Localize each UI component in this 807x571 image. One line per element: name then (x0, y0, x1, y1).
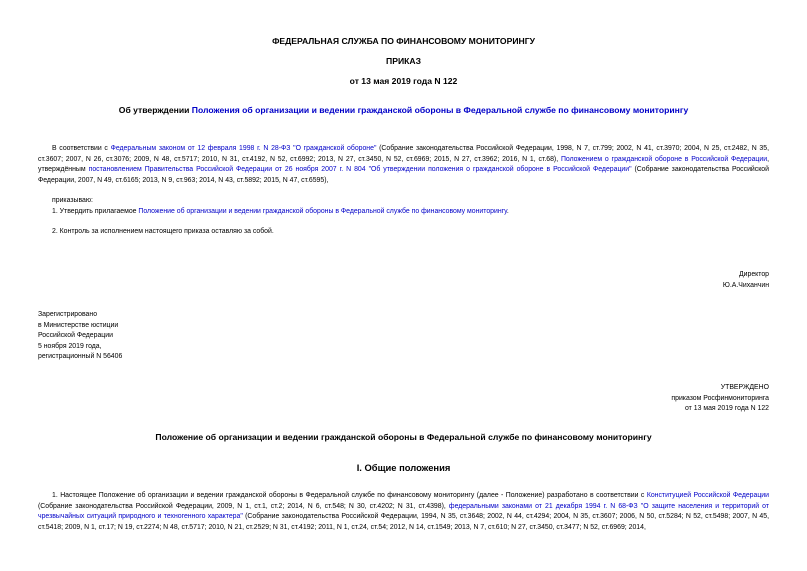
clause-1-text-1: 1. Настоящее Положение об организации и ведении гражданской обороны в Федеральной службе по финансовому мониторингу (далее - Положение) разработано в соответствии с (52, 492, 647, 499)
government-decree-804-link[interactable]: постановлением Правительства Российской Федерации от 26 ноября 2007 г. N 804 "Об утверждении положения о гражданской обороне в Российской Федерации" (88, 166, 632, 174)
order-item-1-text: 1. Утвердить прилагаемое (52, 208, 139, 215)
preamble-text-1: В соответствии с (52, 145, 111, 152)
approval-line-2: приказом Росфинмониторинга (671, 394, 769, 402)
document-type: ПРИКАЗ (386, 56, 421, 66)
registration-line-4: 5 ноября 2019 года, (38, 342, 102, 350)
clause-1-text-2: (Собрание законодательства Российской Федерации, 2009, N 1, ст.1, ст.2; 2014, N 6, ст.548; N 30, ст.4202; N 31, ст.4398), (38, 502, 449, 510)
order-verb: приказываю: (52, 197, 93, 204)
preamble-text-2: (Собрание законодательства Российской Федерации, 1998, N 7, ст.799; 2002, N 41, ст.3970; 2004, N 25, ст.2482, N 35, ст.3607; 2007, N 26, ст.3076; 2009, N 48, ст.5717; 2010, N 31, ст.4192, N 52, ст.6992; 2013, N 27, ст.3450, N 52, ст.6969; 2015, N 27, ст.3962; 2016, N 1, ст.68), (38, 145, 769, 163)
title-link[interactable]: Положения об организации и ведении гражданской обороны в Федеральной службе по финансовому мониторингу (191, 105, 689, 115)
law-68fz-link[interactable]: федеральными законами от 21 декабря 1994 г. N 68-ФЗ "О защите населения и территорий от чрезвычайных ситуаций природного и техногенного характера" (38, 502, 769, 521)
preamble-text-3: , утверждённым (38, 155, 769, 174)
title-prefix: Об утверждении (118, 105, 192, 115)
signatory-position: Директор (738, 271, 769, 278)
approved-regulation-link[interactable]: Положение об организации и ведении гражданской обороны в Федеральной службе по финансовому мониторингу (138, 208, 507, 215)
civil-defense-regulation-link[interactable]: Положением о гражданской обороне в Российской Федерации (560, 155, 768, 163)
constitution-link[interactable]: Конституцией Российской Федерации (646, 492, 769, 499)
law-28fz-link[interactable]: Федеральным законом от 12 февраля 1998 г. N 28-ФЗ "О гражданской обороне" (110, 145, 377, 152)
registration-line-1: Зарегистрировано (38, 311, 98, 318)
approval-block (671, 383, 769, 415)
registration-line-3: Российской Федерации (38, 332, 113, 340)
clause-1-text-3: (Собрание законодательства Российской Федерации, 1994, N 35, ст.3648; 2002, N 44, ст.4294; 2004, N 35, ст.3607; 2006, N 50, ст.5284; N 52, ст.5498; 2007, N 45, ст.5418; 2009, N 1, ст.17; N 19, ст.2274; N 48, ст.5717; 2010, N 21, ст.2529; N 31, ст.4192; 2011, N 1, ст.24, ст.54; 2012, N 14, ст.1549; 2013, N 7, ст.610; N 27, ст.3450, ст.3477; N 52, ст.6969; 2014, (38, 513, 769, 531)
approval-line-3: от 13 мая 2019 года N 122 (685, 405, 769, 413)
registration-block (38, 310, 122, 363)
signature-block (723, 270, 769, 291)
order-item-1-end: . (506, 208, 509, 215)
preamble-text-4: (Собрание законодательства Российской Федерации, 2007, N 49, ст.6165; 2013, N 9, ст.963; 2014, N 43, ст.5892; 2015, N 47, ст.6595), (38, 166, 769, 184)
regulation-title: Положение об организации и ведении гражданской обороны в Федеральной службе по финансовому мониторингу (155, 432, 652, 442)
order-item-2: 2. Контроль за исполнением настоящего приказа оставляю за собой. (52, 228, 274, 235)
document-title (0, 105, 807, 115)
agency-name: ФЕДЕРАЛЬНАЯ СЛУЖБА ПО ФИНАНСОВОМУ МОНИТОРИНГУ (272, 36, 535, 46)
clause-1-paragraph (38, 491, 769, 533)
preamble-paragraph (38, 144, 769, 186)
signatory-name: Ю.А.Чиханчин (722, 281, 769, 289)
document-date-number: от 13 мая 2019 года N 122 (349, 76, 458, 86)
chapter-heading: I. Общие положения (356, 462, 451, 473)
registration-line-2: в Министерстве юстиции (38, 321, 119, 329)
registration-line-5: регистрационный N 56406 (38, 353, 123, 361)
order-item-1 (52, 207, 509, 218)
approval-line-1: УТВЕРЖДЕНО (720, 384, 769, 391)
